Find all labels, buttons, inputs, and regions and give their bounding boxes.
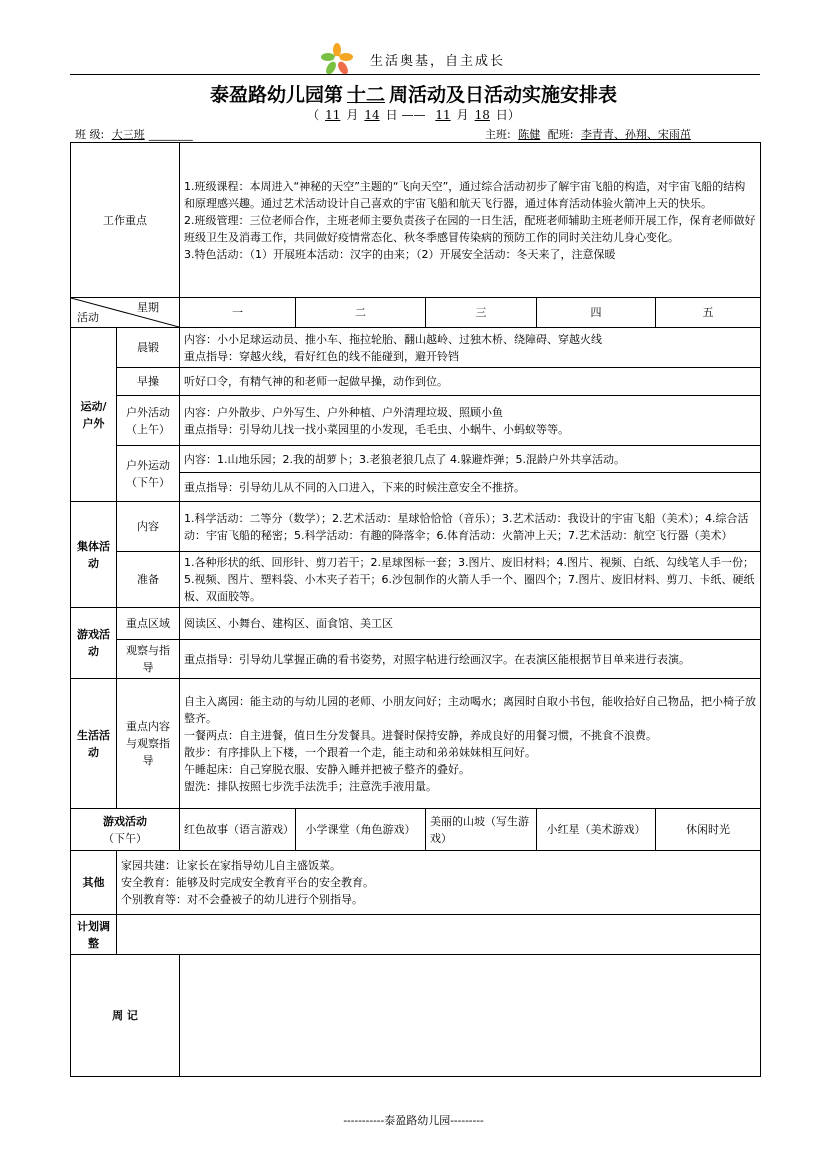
date-range: （ 11 月 14 日 —— 11 月 18 日） (307, 108, 520, 122)
outdoor-group-label: 运动/户外 (71, 328, 117, 502)
flower-logo-icon (320, 42, 354, 76)
exercise-row: 早操 听好口令，有精气神的和老师一起做早操，动作到位。 (71, 368, 761, 396)
pm-game-thu: 小红星（美术游戏） (537, 809, 656, 851)
class-value: 大三班 (111, 128, 145, 141)
plan-adjust-field[interactable] (117, 915, 761, 955)
exercise-label: 早操 (117, 368, 180, 396)
work-focus-row (71, 143, 761, 298)
day-wed: 三 (426, 298, 537, 328)
life-row: 生活活动 重点内容与观察指导 自主入离园：能主动的与幼儿园的老师、小朋友问好；主动喝水；离园时自取小书包，能收拾好自己物品，把小椅子放整齐。 一餐两点：自主进餐，值日生分发餐具。进餐时保持安静，养成良好的用餐习惯，不挑食不浪费。 散步：有序排队上下楼，一个跟着一个走，能主动和弟弟妹妹相互问好。 午睡起床：自己穿脱衣服、安静入睡并把被子整齐的叠好。 盥洗：排队按照七步洗手法洗手；注意洗手液用量。 (71, 679, 761, 809)
plan-adjust-label: 计划调整 (71, 915, 117, 955)
group-content-row: 集体活动 内容 1.科学活动：二等分（数学）；2.艺术活动：星球恰恰恰（音乐）；3.艺术活动：我设计的宇宙飞船（美术）；4.综合活动：宇宙飞船的秘密；5.科学活动：有趣的降落伞；6.体育活动：火箭冲上天；7.艺术活动：航空飞行器（美术） (71, 502, 761, 552)
life-label: 重点内容与观察指导 (117, 679, 180, 809)
game-area-label: 重点区域 (117, 608, 180, 640)
co-teachers: 李青青、孙翔、宋雨茁 (580, 128, 691, 141)
group-activity-label: 集体活动 (71, 502, 117, 608)
game-observe-label: 观察与指导 (117, 640, 180, 679)
motto: 生活奥基，自主成长 (370, 54, 506, 69)
game-group-label: 游戏活动 (71, 608, 117, 679)
schedule-table (70, 142, 761, 1077)
diagonal-header-cell: 星期 活动 (71, 298, 180, 328)
work-focus-label: 工作重点 (71, 143, 180, 298)
header-divider (70, 74, 760, 75)
class-info: 班 级: 大三班 ________ 主班: 陈健 配班: 李青青、孙翔、宋雨茁 (75, 126, 765, 142)
morning-exercise-label: 晨锻 (117, 328, 180, 368)
weekly-notes-field[interactable] (180, 955, 761, 1077)
weekday-header-row (71, 298, 761, 328)
co-teacher-label: 配班: (547, 128, 574, 141)
day-tue: 二 (296, 298, 426, 328)
pm-game-wed: 美丽的山坡（写生游戏） (426, 809, 537, 851)
work-focus-content: 1.班级课程：本周进入“神秘的天空”主题的“飞向天空”，通过综合活动初步了解宇宙飞船的构造，对宇宙飞船的结构和原理感兴趣。通过艺术活动设计自己喜欢的宇宙飞船和航天飞行器，通过体育活动体验火箭冲上天的快乐。 2.班级管理：三位老师合作，主班老师主要负责孩子在园的一日生活，配班老师辅助主班老师开展工作，保育老师做好班级卫生及消毒工作，共同做好疫情常态化、秋冬季感冒传染病的预防工作的同时关注幼儿身心变化。 3.特色活动：（1）开展班本活动：汉字的由来；（2）开展安全活动：冬天来了，注意保暖 (180, 143, 761, 298)
group-prep-row: 准备 1.各种形状的纸、回形针、剪刀若干；2.星球图标一套；3.图片、废旧材料；4.图片、视频、白纸、勾线笔人手一份；5.视频、图片、塑料袋、小木夹子若干；6.沙包制作的火箭人手一个、圈四个；7.图片、废旧材料、剪刀、卡纸、硬纸板、双面胶等。 (71, 552, 761, 608)
pm-game-fri: 休闲时光 (656, 809, 761, 851)
outdoor-am-row: 户外活动（上午） 内容：户外散步、户外写生、户外种植、户外清理垃圾、照顾小鱼 重点指导：引导幼儿找一找小菜园里的小发现，毛毛虫、小蜗牛、小蚂蚁等等。 (71, 396, 761, 446)
outdoor-pm-label: 户外运动（下午） (117, 446, 180, 502)
other-row: 其他 家园共建：让家长在家指导幼儿自主盛饭菜。 安全教育：能够及时完成安全教育平台的安全教育。 个别教育等：对不会叠被子的幼儿进行个别指导。 (71, 851, 761, 915)
pm-game-tue: 小学课堂（角色游戏） (296, 809, 426, 851)
pm-games-row (71, 809, 761, 851)
life-group-label: 生活活动 (71, 679, 117, 809)
page-title: 泰盈路幼儿园第 十二 周活动及日活动实施安排表 (209, 84, 618, 106)
weekly-notes-row (71, 955, 761, 1077)
weekly-notes-label: 周 记 (71, 955, 180, 1077)
other-label: 其他 (71, 851, 117, 915)
week-number: 十二 (346, 84, 385, 106)
head-teacher: 陈健 (518, 128, 541, 141)
day-fri: 五 (656, 298, 761, 328)
group-content-label: 内容 (117, 502, 180, 552)
day-mon: 一 (180, 298, 296, 328)
class-label: 班 级: (75, 128, 105, 141)
outdoor-am-label: 户外活动（上午） (117, 396, 180, 446)
day-thu: 四 (537, 298, 656, 328)
page-footer: -----------泰盈路幼儿园--------- (343, 1114, 484, 1127)
group-prep-label: 准备 (117, 552, 180, 608)
game-observe-row: 观察与指导 重点指导：引导幼儿掌握正确的看书姿势，对照字帖进行绘画汉字。在表演区能根据节目单来进行表演。 (71, 640, 761, 679)
plan-adjust-row (71, 915, 761, 955)
morning-exercise-row: 运动/户外 晨锻 内容：小小足球运动员、推小车、拖拉轮胎、翻山越岭、过独木桥、绕障碍、穿越火线 重点指导：穿越火线，看好红色的线不能碰到，避开铃铛 (71, 328, 761, 368)
pm-games-label: 游戏活动 （下午） (71, 809, 180, 851)
outdoor-pm-row: 户外运动（下午） 内容：1.山地乐园；2.我的胡萝卜；3.老狼老狼几点了 4.躲避炸弹；5.混龄户外共享活动。 重点指导：引导幼儿从不同的入口进入，下来的时候注意安全不推挤。 (71, 446, 761, 502)
head-teacher-label: 主班: (485, 128, 511, 141)
pm-game-mon: 红色故事（语言游戏） (180, 809, 296, 851)
game-area-row: 游戏活动 重点区域 阅读区、小舞台、建构区、面食馆、美工区 (71, 608, 761, 640)
page-header (70, 40, 760, 76)
